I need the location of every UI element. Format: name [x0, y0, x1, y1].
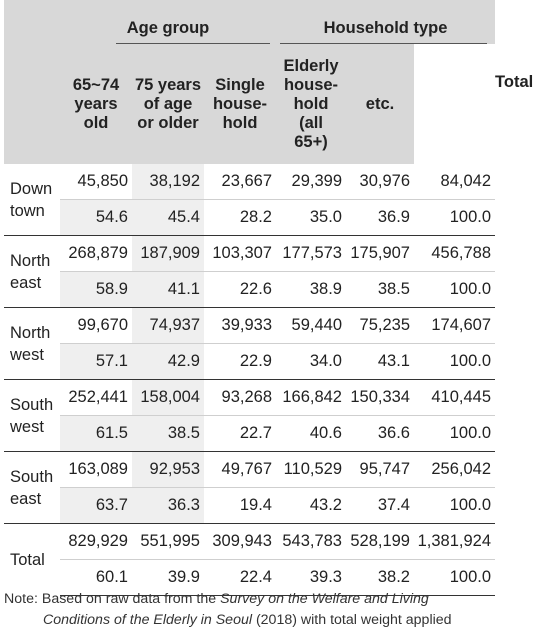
- count-cell: 84,042: [440, 172, 492, 190]
- table-row: [4, 488, 495, 524]
- region-label: Down town: [10, 179, 53, 220]
- percent-cell: 45.4: [132, 200, 204, 236]
- count-cell: 551,995: [132, 524, 204, 560]
- table-row: [4, 452, 495, 488]
- percent-cell: 100.0: [414, 488, 495, 524]
- percent-cell: 36.9: [346, 200, 414, 236]
- count-cell: 95,747: [346, 452, 414, 488]
- percent-cell: 22.6: [204, 272, 276, 308]
- count-cell: 166,842: [276, 380, 346, 416]
- percent-cell: 58.9: [60, 272, 132, 308]
- percent-cell: 36.3: [132, 488, 204, 524]
- percent-cell: 100.0: [414, 272, 495, 308]
- col-75-plus-header: 75 years of age or older: [132, 44, 204, 164]
- percent-cell: 61.5: [60, 416, 132, 452]
- count-cell: 59,440: [276, 308, 346, 344]
- region-label: Total: [4, 524, 60, 596]
- age-group-header: [60, 0, 276, 44]
- count-cell: 456,788: [414, 236, 495, 272]
- table-row: [4, 524, 495, 560]
- count-cell: 187,909: [132, 236, 204, 272]
- count-cell: 174,607: [414, 308, 495, 344]
- count-cell: 177,573: [276, 236, 346, 272]
- count-cell: 23,667: [221, 172, 272, 190]
- percent-cell: 100.0: [414, 344, 495, 380]
- count-cell: 29,399: [291, 172, 342, 190]
- table-row: [4, 236, 495, 272]
- percent-cell: 60.1: [60, 560, 132, 596]
- count-cell: 163,089: [60, 452, 132, 488]
- household-type-label: Household type: [323, 19, 448, 37]
- table-row: [4, 272, 495, 308]
- percent-cell: 38.9: [276, 272, 346, 308]
- count-cell: 410,445: [414, 380, 495, 416]
- percent-cell: 39.9: [132, 560, 204, 596]
- table-row: [4, 200, 495, 236]
- percent-cell: 28.2: [204, 200, 276, 236]
- count-cell: 49,767: [204, 452, 276, 488]
- percent-cell: 34.0: [276, 344, 346, 380]
- count-cell: 45,850: [77, 172, 128, 190]
- percent-cell: 100.0: [414, 560, 495, 596]
- percent-cell: 100.0: [414, 200, 495, 236]
- count-cell: 110,529: [276, 452, 346, 488]
- table-row: [4, 308, 495, 344]
- percent-cell: 100.0: [414, 416, 495, 452]
- percent-cell: 43.1: [346, 344, 414, 380]
- count-cell: 38,192: [132, 164, 204, 200]
- percent-cell: 22.9: [204, 344, 276, 380]
- count-cell: 39,933: [204, 308, 276, 344]
- percent-cell: 19.4: [204, 488, 276, 524]
- count-cell: 268,879: [60, 236, 132, 272]
- percent-cell: 38.5: [346, 272, 414, 308]
- col-etc-header: etc.: [346, 44, 414, 164]
- survey-title-part2: Conditions of the Elderly in Seoul: [43, 612, 252, 628]
- count-cell: 252,441: [60, 380, 132, 416]
- percent-cell: 22.4: [204, 560, 276, 596]
- region-label: South east: [4, 452, 60, 524]
- count-cell: 829,929: [60, 524, 132, 560]
- count-cell: 1,381,924: [414, 524, 495, 560]
- count-cell: 158,004: [132, 380, 204, 416]
- count-cell: 93,268: [204, 380, 276, 416]
- table-row: [4, 344, 495, 380]
- percent-cell: 63.7: [60, 488, 132, 524]
- percent-cell: 57.1: [60, 344, 132, 380]
- household-type-header: [276, 0, 495, 44]
- region-label: North west: [4, 308, 60, 380]
- count-cell: 74,937: [132, 308, 204, 344]
- percent-cell: 41.1: [132, 272, 204, 308]
- percent-cell: 43.2: [276, 488, 346, 524]
- count-cell: 256,042: [414, 452, 495, 488]
- count-cell: 309,943: [204, 524, 276, 560]
- count-cell: 75,235: [346, 308, 414, 344]
- percent-cell: 39.3: [276, 560, 346, 596]
- count-cell: 99,670: [60, 308, 132, 344]
- table-row: [4, 380, 495, 416]
- col-elderly-header: Elderly house-hold (all 65+): [276, 44, 346, 164]
- percent-cell: 42.9: [132, 344, 204, 380]
- count-cell: 92,953: [132, 452, 204, 488]
- percent-cell: 37.4: [346, 488, 414, 524]
- count-cell: 103,307: [204, 236, 276, 272]
- region-label: North east: [4, 236, 60, 308]
- percent-cell: 22.7: [204, 416, 276, 452]
- count-cell: 528,199: [346, 524, 414, 560]
- elderly-household-table: Age group Household type Total 65~74 years old 75 years of age or older Single house-hold Elderly house-hold (all 65+) etc. Down town 45,850 38,192 23,667 29,399 30,976 84,042 54.6 45.4 28.2 35.0 36.9 100.0 North east 268,879 187,909 103,307 177,573 175,907 456,788 58.9 41.1 22.6 38.9 38.5 100.0 North west 99,670 74,937 39,933 59,440 75,235 174,607 57.1 42.9 22.9 34.0 43.1 100.0 South west 252,441 158,004 93,268 166,842 150,334 410,445 61.5 38.5 22.7 40.6 36.6 100.0 South east 163,089 92,953 49,767 110,529 95,747 256,042 63.7 36.3 19.4 43.2 37.4 100.0 Total 829,929 551,995 309,943 543,783 528,199 1,381,924 60.1 39.9 22.4 39.3 38.2 100.0: [4, 0, 495, 596]
- col-65-74-header: 65~74 years old: [60, 44, 132, 164]
- count-cell: 543,783: [276, 524, 346, 560]
- corner-cell: [4, 0, 60, 164]
- percent-cell: 36.6: [346, 416, 414, 452]
- age-group-label: Age group: [126, 19, 210, 37]
- count-cell: 30,976: [359, 172, 410, 190]
- percent-cell: 40.6: [276, 416, 346, 452]
- col-single-header: Single house-hold: [204, 44, 276, 164]
- percent-cell: 35.0: [276, 200, 346, 236]
- table-row: [4, 164, 495, 200]
- table-row: [4, 416, 495, 452]
- count-cell: 150,334: [346, 380, 414, 416]
- region-label: South west: [4, 380, 60, 452]
- percent-cell: 38.5: [132, 416, 204, 452]
- percent-cell: 54.6: [60, 200, 132, 236]
- table-note: Note: Based on raw data from the Survey on the Welfare and Living Conditions of the Elderly in Seoul (2018) with total weight applied: [4, 591, 452, 628]
- percent-cell: 38.2: [346, 560, 414, 596]
- survey-title-part1: Survey on the Welfare and Living: [220, 591, 429, 607]
- table-body: [4, 164, 495, 596]
- count-cell: 175,907: [346, 236, 414, 272]
